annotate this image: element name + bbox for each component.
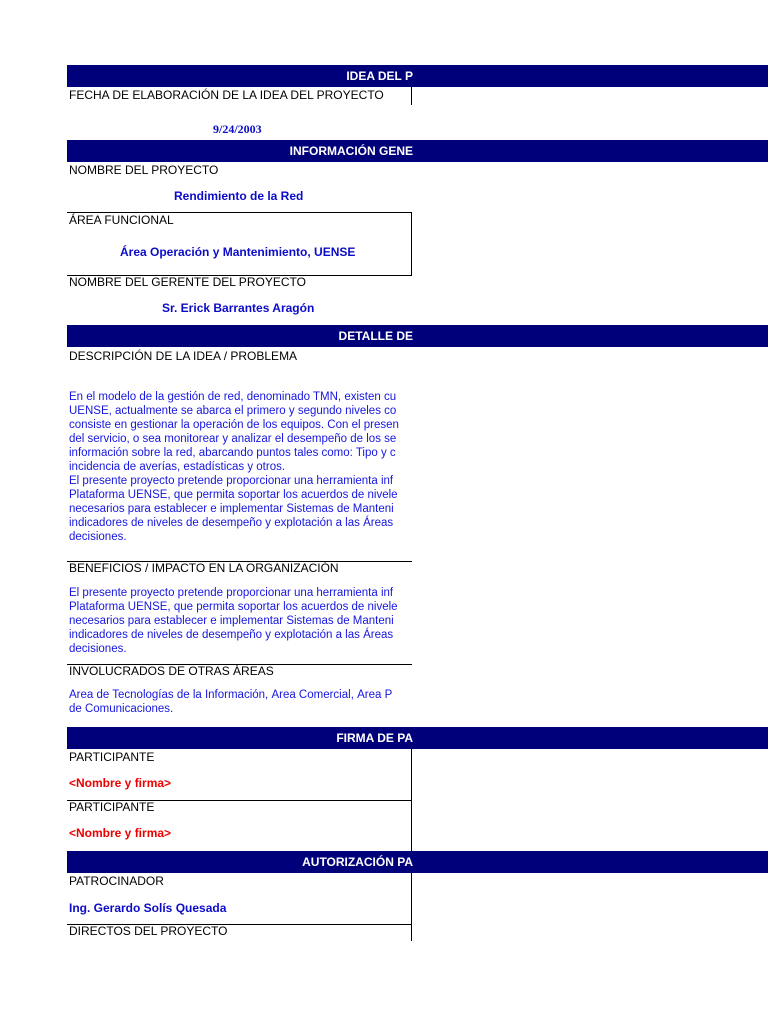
section-title: DETALLE DE — [338, 329, 413, 343]
participante-signature[interactable]: <Nombre y firma> — [69, 826, 172, 840]
involucrados-text[interactable] — [67, 689, 412, 719]
text-line: El presente proyecto pretende proporcionar una herramienta inf — [69, 475, 394, 487]
participante-signature[interactable]: <Nombre y firma> — [69, 776, 172, 790]
text-line: Plataforma UENSE, que permita soportar los acuerdos de nivele — [69, 489, 398, 501]
text-line: de Comunicaciones. — [69, 703, 174, 715]
text-line: UENSE, actualmente se abarca el primero y segundo niveles co — [69, 405, 397, 417]
cell-border — [411, 212, 412, 275]
directos-label: DIRECTOS DEL PROYECTO — [69, 924, 228, 938]
fecha-value[interactable]: 9/24/2003 — [213, 122, 262, 136]
text-line: necesarios para establecer e implementar Sistemas de Manteni — [69, 615, 394, 627]
section-header-firma — [67, 727, 768, 749]
text-line: Área de Tecnologías de la Información, Área Comercial, Área P — [69, 689, 393, 701]
nombre-proyecto-value[interactable]: Rendimiento de la Red — [174, 189, 304, 203]
section-header-general — [67, 140, 768, 162]
nombre-proyecto-label: NOMBRE DEL PROYECTO — [69, 163, 219, 177]
section-header-idea — [67, 65, 768, 87]
patrocinador-value[interactable]: Ing. Gerardo Solís Quesada — [69, 901, 227, 915]
text-line: incidencia de averías, estadísticas y otros. — [69, 461, 286, 473]
participante-label: PARTICIPANTE — [69, 800, 155, 814]
beneficios-text[interactable] — [67, 587, 412, 659]
section-header-detalle — [67, 325, 768, 347]
text-line: consiste en gestionar la operación de los equipos. Con el presen — [69, 419, 399, 431]
section-title: INFORMACIÓN GENE — [289, 144, 413, 158]
text-line: decisiones. — [69, 531, 127, 543]
text-line: información sobre la red, abarcando puntos tales como: Tipo y c — [69, 447, 396, 459]
involucrados-label: INVOLUCRADOS DE OTRAS ÁREAS — [69, 664, 274, 678]
cell-border — [411, 873, 412, 941]
text-line: del servicio, o sea monitorear y analizar el desempeño de los se — [69, 433, 397, 445]
descripcion-text[interactable] — [67, 391, 412, 547]
beneficios-label: BENEFICIOS / IMPACTO EN LA ORGANIZACIÓN — [69, 561, 339, 575]
text-line: indicadores de niveles de desempeño y explotación a las Áreas — [69, 517, 394, 529]
section-header-autorizacion — [67, 851, 768, 873]
fecha-label: FECHA DE ELABORACIÓN DE LA IDEA DEL PROYECTO — [69, 88, 384, 102]
area-funcional-value[interactable]: Área Operación y Mantenimiento, UENSE — [120, 245, 356, 259]
section-title: IDEA DEL P — [346, 69, 413, 83]
cell-border — [411, 87, 412, 105]
participante-label: PARTICIPANTE — [69, 750, 155, 764]
text-line: indicadores de niveles de desempeño y explotación a las Áreas — [69, 629, 394, 641]
text-line: El presente proyecto pretende proporcionar una herramienta inf — [69, 587, 394, 599]
text-line: En el modelo de la gestión de red, denominado TMN, existen cu — [69, 391, 397, 403]
area-funcional-label: ÁREA FUNCIONAL — [69, 213, 174, 227]
gerente-label: NOMBRE DEL GERENTE DEL PROYECTO — [69, 275, 306, 289]
patrocinador-label: PATROCINADOR — [69, 874, 164, 888]
section-title: AUTORIZACIÓN PA — [302, 855, 413, 869]
text-line: necesarios para establecer e implementar Sistemas de Manteni — [69, 503, 394, 515]
section-title: FIRMA DE PA — [336, 731, 413, 745]
text-line: Plataforma UENSE, que permita soportar los acuerdos de nivele — [69, 601, 398, 613]
descripcion-label: DESCRIPCIÓN DE LA IDEA / PROBLEMA — [69, 349, 298, 363]
text-line: decisiones. — [69, 643, 127, 655]
gerente-value[interactable]: Sr. Erick Barrantes Aragón — [162, 301, 315, 315]
